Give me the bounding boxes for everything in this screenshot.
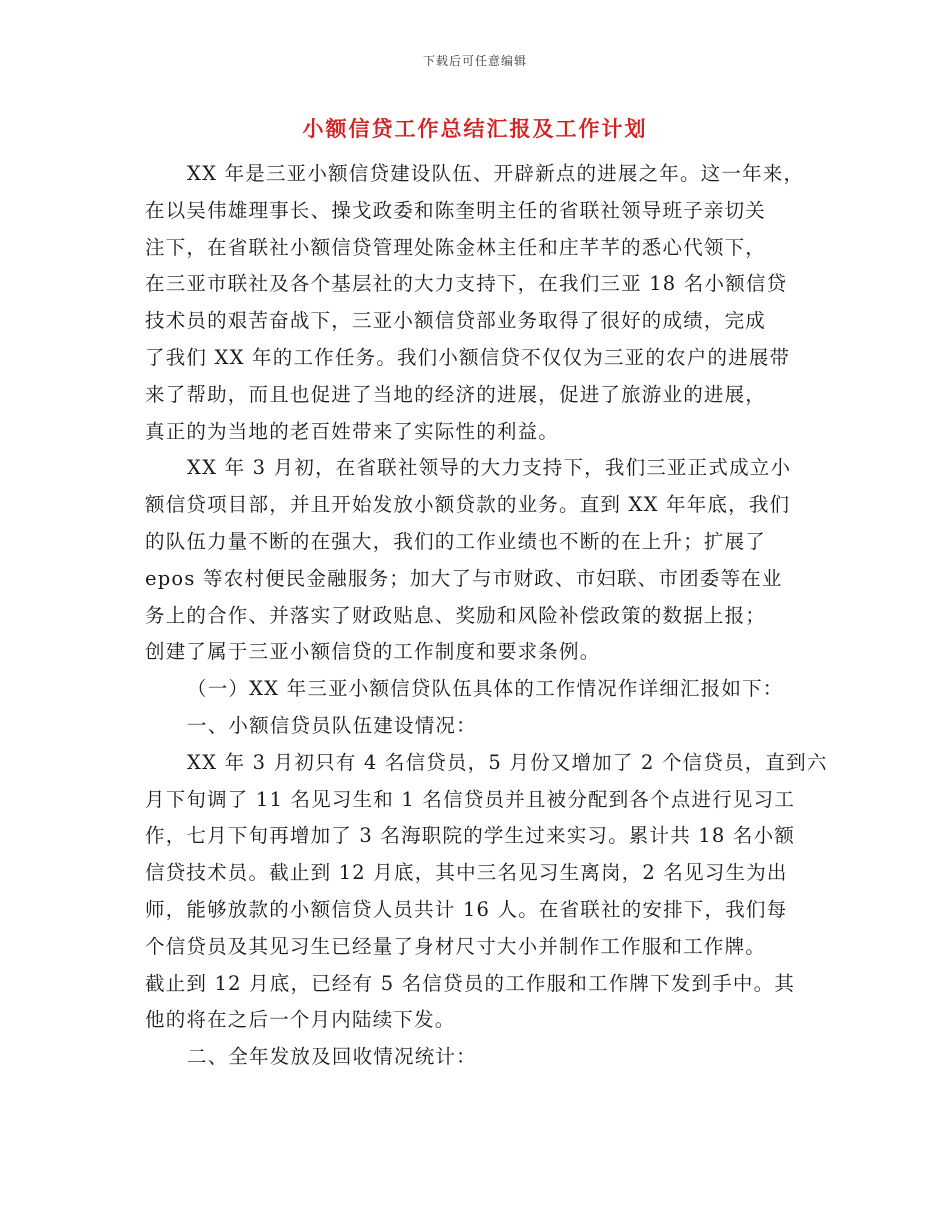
paragraph-intro [145, 156, 810, 450]
text-line: 在以吴伟雄理事长、操戈政委和陈奎明主任的省联社领导班子亲切关 [145, 198, 767, 222]
text-line: 技术员的艰苦奋战下，三亚小额信贷部业务取得了很好的成绩，完成 [145, 309, 767, 333]
section-heading-team [145, 708, 810, 745]
text-line: 作，七月下旬再增加了 3 名海职院的学生过来实习。累计共 18 名小额 [145, 824, 796, 848]
text-line: 截止到 12 月底，已经有 5 名信贷员的工作服和工作牌下发到手中。其 [145, 971, 796, 995]
paragraph-team-details [145, 745, 828, 1039]
text-line: 师，能够放款的小额信贷人员共计 16 人。在省联社的安排下，我们每 [145, 897, 788, 921]
text-line: 在三亚市联社及各个基层社的大力支持下，在我们三亚 18 名小额信贷 [145, 272, 788, 296]
text-line: 他的将在之后一个月内陆续下发。 [145, 1008, 456, 1032]
text-line: 二、全年发放及回收情况统计： [187, 1045, 477, 1069]
section-heading-report [145, 671, 810, 708]
text-line: 的队伍力量不断的在强大，我们的工作业绩也不断的在上升；扩展了 [145, 529, 767, 553]
text-line: 个信贷员及其见习生已经量了身材尺寸大小并制作工作服和工作牌。 [145, 934, 767, 958]
text-line: 了我们 XX 年的工作任务。我们小额信贷不仅仅为三亚的农户的进展带 [145, 345, 791, 369]
text-line: 额信贷项目部，并且开始发放小额贷款的业务。直到 XX 年年底，我们 [145, 493, 791, 517]
page-header: 下载后可任意编辑 [422, 54, 527, 68]
document-body [145, 156, 828, 1076]
text-line: 一、小额信贷员队伍建设情况： [187, 713, 477, 737]
text-line: epos 等农村便民金融服务；加大了与市财政、市妇联、市团委等在业 [145, 566, 783, 590]
text-line: 真正的为当地的老百姓带来了实际性的利益。 [145, 419, 560, 443]
paragraph-establishment [145, 450, 810, 671]
text-line: 注下，在省联社小额信贷管理处陈金林主任和庄芊芊的悉心代领下， [145, 235, 767, 259]
text-line: 务上的合作、并落实了财政贴息、奖励和风险补偿政策的数据上报； [145, 603, 767, 627]
section-heading-statistics [145, 1039, 810, 1076]
document-title: 小额信贷工作总结汇报及工作计划 [302, 116, 648, 141]
text-line: XX 年是三亚小额信贷建设队伍、开辟新点的进展之年。这一年来， [187, 162, 805, 185]
text-line: XX 年 3 月初只有 4 名信贷员，5 月份又增加了 2 个信贷员，直到六 [187, 750, 828, 774]
text-line: 来了帮助，而且也促进了当地的经济的进展，促进了旅游业的进展， [145, 382, 767, 406]
text-line: （一）XX 年三亚小额信贷队伍具体的工作情况作详细汇报如下： [187, 677, 784, 701]
text-line: 月下旬调了 11 名见习生和 1 名信贷员并且被分配到各个点进行见习工 [145, 787, 796, 811]
text-line: 创建了属于三亚小额信贷的工作制度和要求条例。 [145, 640, 601, 664]
text-line: XX 年 3 月初，在省联社领导的大力支持下，我们三亚正式成立小 [187, 456, 792, 480]
text-line: 信贷技术员。截止到 12 月底，其中三名见习生离岗，2 名见习生为出 [145, 861, 788, 885]
